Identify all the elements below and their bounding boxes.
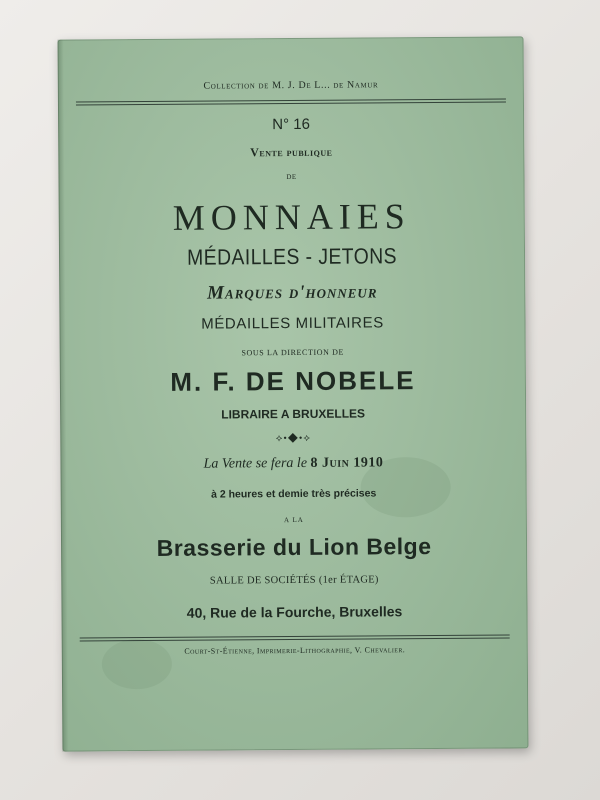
sale-date-value: 8 Juin 1910 [310, 455, 384, 471]
public-sale-heading: Vente publique [250, 144, 333, 160]
a-la-connector: A LA [283, 515, 304, 525]
venue-address: 40, Rue de la Fourche, Bruxelles [186, 603, 403, 621]
printer-line: Court-St-Étienne, Imprimerie-Lithographie, V. Chevalier. [184, 645, 406, 656]
libraire-line: LIBRAIRE A BRUXELLES [221, 406, 366, 422]
de-connector: DE [286, 172, 297, 182]
sale-date-prefix: La Vente se fera le [203, 455, 308, 472]
monnaies-title: MONNAIES [172, 196, 411, 238]
sale-time-line: à 2 heures et demie très précises [211, 487, 377, 501]
collection-line: Collection de M. J. De L... de Namur [203, 79, 379, 92]
marques-honneur-title: Marques d'honneur [207, 281, 378, 304]
medailles-militaires-title: MÉDAILLES MILITAIRES [201, 314, 384, 333]
catalogue-number: N° 16 [272, 115, 311, 134]
venue-name: Brasserie du Lion Belge [156, 533, 432, 561]
ornament-divider-icon: ⟡•◆•⟡ [275, 432, 311, 445]
top-double-rule [76, 99, 506, 106]
sale-date-line [60, 454, 526, 473]
direction-line: SOUS LA DIRECTION DE [241, 347, 344, 358]
medailles-jetons-title: MÉDAILLES - JETONS [187, 243, 398, 270]
bottom-double-rule [80, 634, 510, 641]
expert-name: M. F. DE NOBELE [170, 365, 416, 397]
catalogue-cover [58, 36, 529, 751]
venue-room: SALLE DE SOCIÉTÉS (1er ÉTAGE) [209, 574, 379, 587]
